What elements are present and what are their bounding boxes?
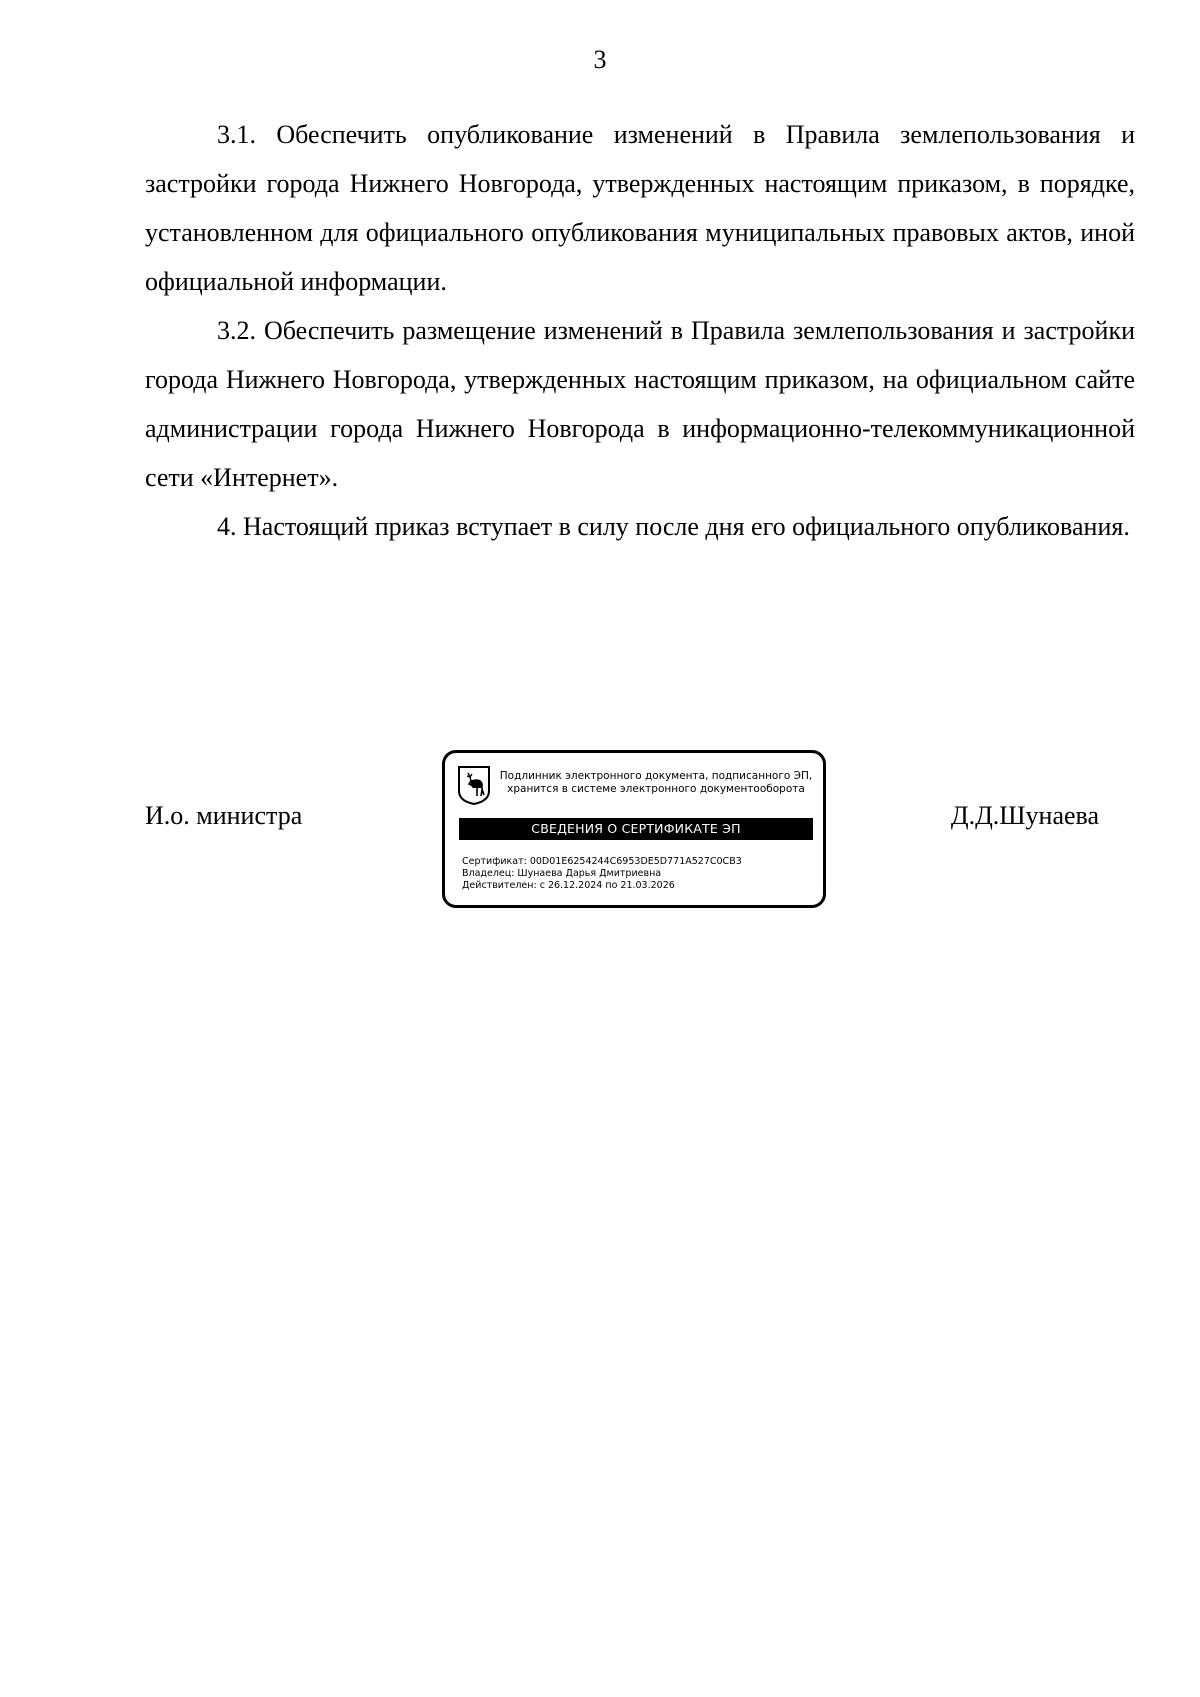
electronic-signature-stamp bbox=[442, 750, 826, 908]
document-body bbox=[145, 110, 1135, 551]
stamp-header bbox=[495, 770, 817, 796]
signer-name: Д.Д.Шунаева bbox=[950, 801, 1099, 830]
stamp-header-line-2: хранится в системе электронного документооборота bbox=[507, 783, 805, 795]
certificate-details bbox=[462, 856, 742, 892]
stamp-title-bar: СВЕДЕНИЯ О СЕРТИФИКАТЕ ЭП bbox=[459, 818, 813, 840]
certificate-owner: Владелец: Шунаева Дарья Дмитриевна bbox=[462, 868, 662, 879]
certificate-number: Сертификат: 00D01E6254244C6953DE5D771A527C0CB3 bbox=[462, 856, 742, 867]
stamp-header-line-1: Подлинник электронного документа, подписанного ЭП, bbox=[499, 770, 813, 782]
deer-coat-of-arms-icon bbox=[457, 765, 491, 805]
signer-position: И.о. министра bbox=[145, 801, 303, 830]
signature-block bbox=[145, 750, 1135, 920]
paragraph-4: 4. Настоящий приказ вступает в силу после дня его официального опубликования. bbox=[217, 512, 1130, 541]
certificate-validity: Действителен: с 26.12.2024 по 21.03.2026 bbox=[462, 880, 675, 891]
paragraph-3-2: 3.2. Обеспечить размещение изменений в Правила землепользования и застройки города Нижнего Новгорода, утвержденных настоящим приказом, на официальном сайте администрации города Нижнего Новгорода в информационно-телекоммуникационной сети «Интернет». bbox=[145, 316, 1135, 492]
page-number: 3 bbox=[593, 45, 607, 74]
paragraph-3-1: 3.1. Обеспечить опубликование изменений в Правила землепользования и застройки города Нижнего Новгорода, утвержденных настоящим приказом, в порядке, установленном для официального опубликования муниципальных правовых актов, иной официальной информации. bbox=[145, 120, 1135, 296]
